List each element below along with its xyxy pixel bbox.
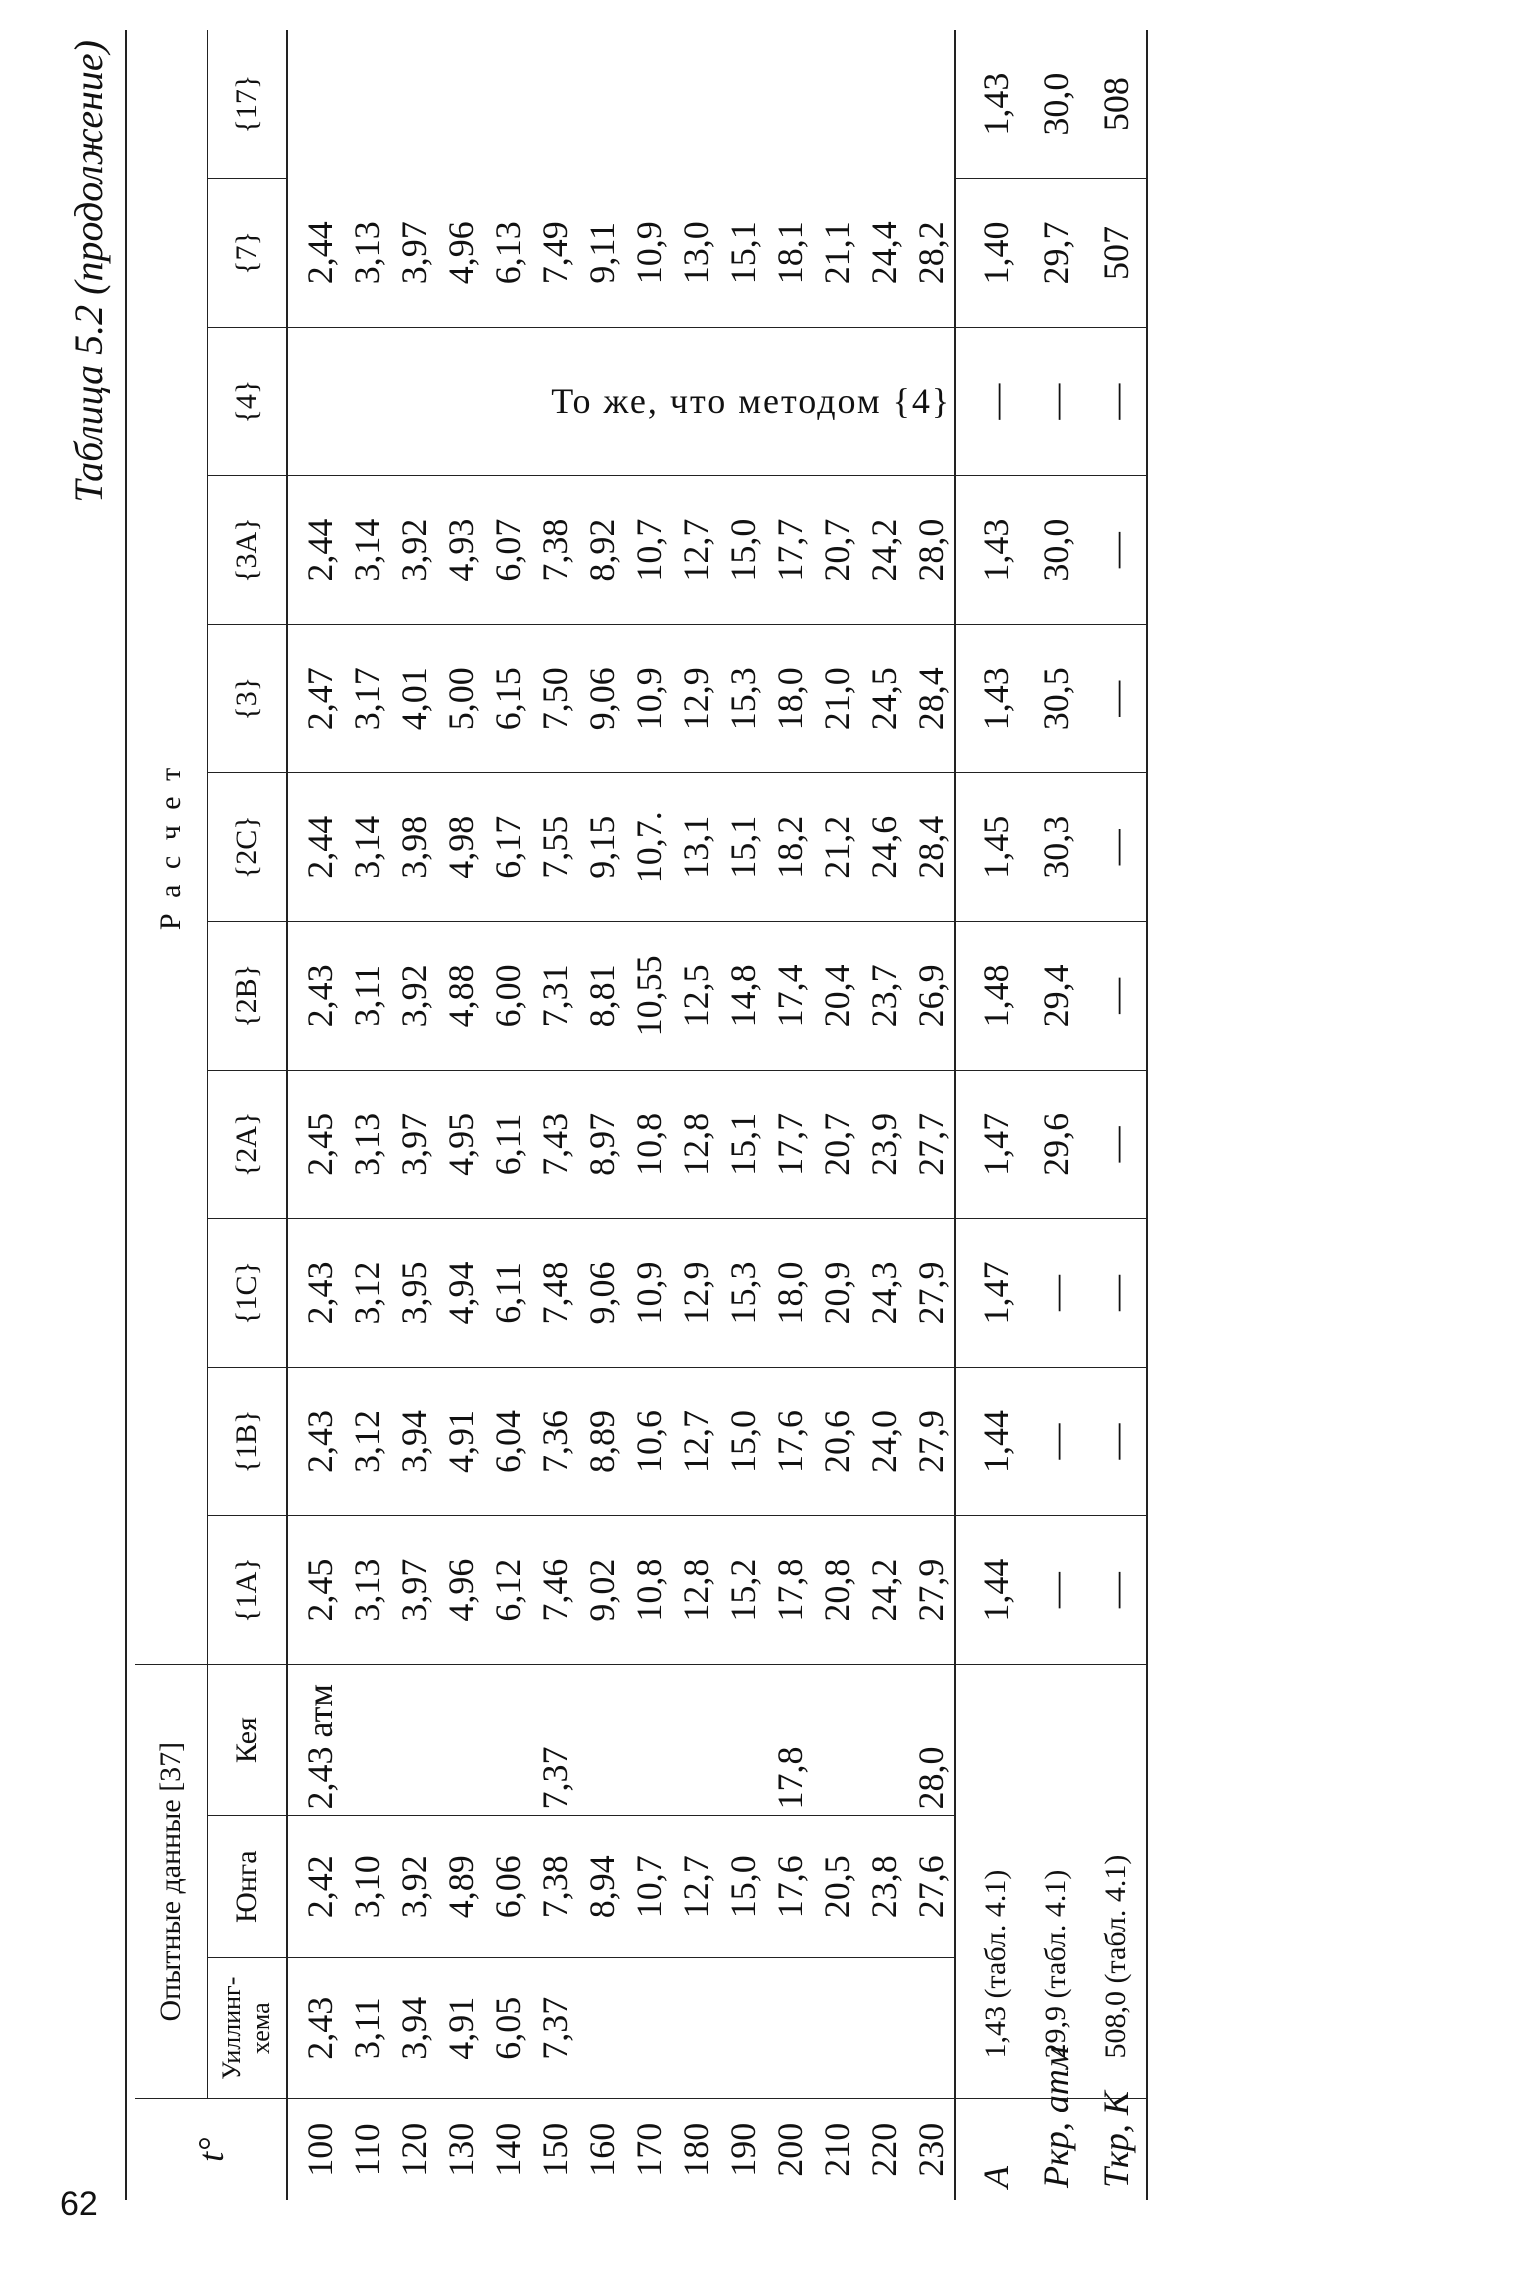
table-cell: 3,97	[390, 1516, 437, 1665]
table-cell: 15,1	[719, 1070, 766, 1219]
header-calc-col: {1C}	[207, 1219, 287, 1368]
header-calc-col: {2C}	[207, 773, 287, 922]
footer-cell: 1,45	[955, 773, 1026, 922]
table-cell: 8,94	[578, 1816, 625, 1957]
table-cell	[813, 1957, 860, 2098]
table-cell: 4,95	[437, 1070, 484, 1219]
table-cell	[625, 1957, 672, 2098]
footer-cell: 1,40	[955, 179, 1026, 328]
table-cell: 21,1	[813, 179, 860, 328]
table-cell: 9,06	[578, 624, 625, 773]
cell-temperature: 130	[440, 2122, 481, 2177]
table-cell: 6,11	[484, 1219, 531, 1368]
table-cell: 28,4	[907, 624, 955, 773]
table-cell	[343, 1664, 390, 1816]
table-cell: 2,43	[287, 1957, 343, 2098]
page-number: 62	[60, 2185, 98, 2223]
table-cell: 3,13	[343, 1070, 390, 1219]
table-cell	[719, 1664, 766, 1816]
table-cell: 24,3	[860, 1219, 907, 1368]
footer-cell: —	[1086, 773, 1147, 922]
table-cell: 10,7	[625, 476, 672, 625]
table-cell: 3,97	[390, 1070, 437, 1219]
table-cell: 12,9	[672, 1219, 719, 1368]
table-cell: 24,2	[860, 1516, 907, 1665]
table-body	[287, 30, 955, 2200]
table-cell	[907, 1957, 955, 2098]
table-cell: 6,04	[484, 1367, 531, 1516]
header-exp-col: Юнга	[207, 1816, 287, 1957]
table-cell: 7,50	[531, 624, 578, 773]
table-cell	[860, 1664, 907, 1816]
footer-cell: 30,5	[1026, 624, 1086, 773]
table-cell: 15,0	[719, 476, 766, 625]
footer-cell: —	[1086, 1070, 1147, 1219]
table-cell	[672, 1957, 719, 2098]
table-header	[135, 30, 287, 2200]
table-cell: 7,38	[531, 1816, 578, 1957]
table-cell: 4,89	[437, 1816, 484, 1957]
table-cell	[390, 1664, 437, 1816]
table-cell: 9,11	[578, 179, 625, 328]
table-cell: 3,92	[390, 476, 437, 625]
footer-row	[1086, 30, 1147, 2200]
table-cell: 4,91	[437, 1957, 484, 2098]
table-cell: 3,11	[343, 922, 390, 1071]
table-cell: 9,02	[578, 1516, 625, 1665]
header-calc-col: {1B}	[207, 1367, 287, 1516]
table-cell: 6,07	[484, 476, 531, 625]
table-cell: 28,4	[907, 773, 955, 922]
table-cell: 20,4	[813, 922, 860, 1071]
table-cell: 24,2	[860, 476, 907, 625]
table-cell: 2,47	[287, 624, 343, 773]
footer-label: A	[955, 2099, 1026, 2200]
footer-cell: 29,6	[1026, 1070, 1086, 1219]
footer-cell: 1,43	[955, 30, 1026, 179]
footer-cell: 1,43	[955, 476, 1026, 625]
table-cell: 4,96	[437, 179, 484, 328]
footer-cell: —	[1086, 327, 1147, 476]
table-cell: 17,7	[766, 1070, 813, 1219]
footer-cell: 30,0	[1026, 476, 1086, 625]
table-cell: 2,43	[287, 1367, 343, 1516]
footer-cell: 1,43	[955, 624, 1026, 773]
cell-temperature: 160	[581, 2122, 622, 2177]
table-cell: 7,31	[531, 922, 578, 1071]
table-cell: 20,7	[813, 1070, 860, 1219]
table-cell: 10,9	[625, 1219, 672, 1368]
footer-cell: —	[1086, 1219, 1147, 1368]
footer-cell: 1,48	[955, 922, 1026, 1071]
table-cell: 4,88	[437, 922, 484, 1071]
header-calc-col: {3}	[207, 624, 287, 773]
table-cell: 28,2	[907, 179, 955, 328]
header-calc-group: Р а с ч е т	[135, 30, 207, 1664]
table-cell: 15,1	[719, 773, 766, 922]
table-cell: 17,8	[766, 1516, 813, 1665]
table-cell	[672, 1664, 719, 1816]
cell-temperature: 170	[628, 2122, 669, 2177]
table-cell: 10,7.	[625, 773, 672, 922]
table-cell: 17,6	[766, 1367, 813, 1516]
table-cell: 12,8	[672, 1070, 719, 1219]
table-cell: 3,94	[390, 1957, 437, 2098]
header-calc-col: {2A}	[207, 1070, 287, 1219]
table-cell: 12,7	[672, 1816, 719, 1957]
header-t: t°	[135, 2099, 287, 2200]
footer-cell: —	[1026, 1219, 1086, 1368]
table-cell: 21,2	[813, 773, 860, 922]
cell-temperature: 210	[816, 2122, 857, 2177]
table-cell: 15,0	[719, 1367, 766, 1516]
header-exp-col: Уиллинг-хема	[207, 1957, 287, 2098]
header-exp-group: Опытные данные [37]	[135, 1664, 207, 2099]
table-cell: 10,55	[625, 922, 672, 1071]
table-cell: 3,92	[390, 1816, 437, 1957]
cell-temperature: 220	[863, 2122, 904, 2177]
table-cell: 10,9	[625, 624, 672, 773]
footer-cell: —	[1026, 1516, 1086, 1665]
rotated-table-block	[65, 30, 1505, 2200]
footer-row	[955, 30, 1026, 2200]
table-cell: 21,0	[813, 624, 860, 773]
table-cell: 13,1	[672, 773, 719, 922]
table-cell: 6,00	[484, 922, 531, 1071]
table-cell: 24,5	[860, 624, 907, 773]
table-cell: 6,06	[484, 1816, 531, 1957]
table-cell: 3,92	[390, 922, 437, 1071]
footer-label: Tкр, K	[1086, 2099, 1147, 2200]
footer-cell: 30,0	[1026, 30, 1086, 179]
footer-cell: —	[1026, 327, 1086, 476]
table-cell: 4,98	[437, 773, 484, 922]
table-cell: 4,96	[437, 1516, 484, 1665]
top-rule	[125, 30, 127, 2200]
note-text: То же, что методом {4}	[551, 381, 952, 422]
table-cell: 2,45	[287, 1070, 343, 1219]
table-cell: 7,46	[531, 1516, 578, 1665]
table-cell: 10,9	[625, 179, 672, 328]
table-cell: 27,7	[907, 1070, 955, 1219]
cell-temperature: 200	[769, 2122, 810, 2177]
table-cell: 6,13	[484, 179, 531, 328]
cell-temperature: 180	[675, 2122, 716, 2177]
table-cell: 24,0	[860, 1367, 907, 1516]
cell-temperature: 100	[299, 2122, 340, 2177]
table-cell: 27,9	[907, 1367, 955, 1516]
table-cell: 15,3	[719, 624, 766, 773]
table-cell: 15,2	[719, 1516, 766, 1665]
table-cell: 2,44	[287, 179, 343, 328]
table-cell: 6,05	[484, 1957, 531, 2098]
table-cell: 10,7	[625, 1816, 672, 1957]
footer-cell: —	[1086, 1516, 1147, 1665]
table-cell: 7,43	[531, 1070, 578, 1219]
table-cell: 7,36	[531, 1367, 578, 1516]
table-cell	[578, 1957, 625, 2098]
table-cell: 2,42	[287, 1816, 343, 1957]
table-cell: 8,97	[578, 1070, 625, 1219]
table-cell: 12,9	[672, 624, 719, 773]
footer-label: Pкр, атм	[1036, 2046, 1076, 2188]
table-row	[287, 30, 343, 2200]
table-cell: 2,44	[287, 773, 343, 922]
table-cell: 13,0	[672, 179, 719, 328]
table-cell: 18,1	[766, 179, 813, 328]
footer-cell: —	[1026, 1367, 1086, 1516]
table-cell	[766, 1957, 813, 2098]
table-cell: 20,6	[813, 1367, 860, 1516]
header-calc-col: {1A}	[207, 1516, 287, 1665]
footer-cell: —	[1086, 476, 1147, 625]
footer-cell: 508	[1086, 30, 1147, 179]
table-cell: 23,9	[860, 1070, 907, 1219]
table-footer	[955, 30, 1147, 2200]
cell-temperature: 150	[534, 2122, 575, 2177]
table-cell: 6,11	[484, 1070, 531, 1219]
table-cell: 4,94	[437, 1219, 484, 1368]
table-cell: 15,0	[719, 1816, 766, 1957]
cell-temperature: 110	[346, 2123, 387, 2177]
footer-row	[1026, 30, 1086, 2200]
table-cell: 10,6	[625, 1367, 672, 1516]
table-cell: 8,89	[578, 1367, 625, 1516]
table-cell: 27,9	[907, 1219, 955, 1368]
table-cell: 20,9	[813, 1219, 860, 1368]
table-cell: 17,6	[766, 1816, 813, 1957]
table-cell: 6,15	[484, 624, 531, 773]
table-cell: 3,17	[343, 624, 390, 773]
table-cell: 7,49	[531, 179, 578, 328]
table-cell: 2,43	[287, 1219, 343, 1368]
table-cell: 3,14	[343, 476, 390, 625]
table-cell: 5,00	[437, 624, 484, 773]
header-calc-col: {17}	[207, 30, 287, 179]
table-cell: 7,48	[531, 1219, 578, 1368]
cell-temperature: 120	[393, 2122, 434, 2177]
table-cell: 7,38	[531, 476, 578, 625]
table-cell: 24,6	[860, 773, 907, 922]
footer-cell: 507	[1086, 179, 1147, 328]
table-cell: 14,8	[719, 922, 766, 1071]
table-cell: 2,43 атм	[287, 1664, 343, 1816]
header-exp-col: Кея	[207, 1664, 287, 1816]
footer-cell: —	[1086, 1367, 1147, 1516]
footer-cell: 29,7	[1026, 179, 1086, 328]
table-caption: Таблица 5.2 (продолжение)	[66, 40, 111, 503]
table-cell: 18,2	[766, 773, 813, 922]
table-cell: 8,92	[578, 476, 625, 625]
table-cell: 7,37	[531, 1664, 578, 1816]
table-cell: 2,45	[287, 1516, 343, 1665]
footer-cell: 1,44	[955, 1367, 1026, 1516]
table-cell	[625, 1664, 672, 1816]
table-cell: 3,95	[390, 1219, 437, 1368]
table-cell: 10,8	[625, 1070, 672, 1219]
footer-cell: —	[955, 327, 1026, 476]
table-cell: 18,0	[766, 624, 813, 773]
table-cell: 12,5	[672, 922, 719, 1071]
table-cell: 7,55	[531, 773, 578, 922]
table-cell: 17,4	[766, 922, 813, 1071]
table-cell: 6,17	[484, 773, 531, 922]
table-cell: 17,7	[766, 476, 813, 625]
table-cell: 3,13	[343, 179, 390, 328]
table-cell: 20,7	[813, 476, 860, 625]
table-cell	[813, 1664, 860, 1816]
table-cell: 10,8	[625, 1516, 672, 1665]
table-cell: 4,91	[437, 1367, 484, 1516]
footer-exp: 1,43 (табл. 4.1)	[955, 1664, 1026, 2099]
cell-temperature: 230	[910, 2122, 951, 2177]
table-cell: 12,7	[672, 1367, 719, 1516]
table-cell: 18,0	[766, 1219, 813, 1368]
table-cell: 15,3	[719, 1219, 766, 1368]
table-cell: 6,12	[484, 1516, 531, 1665]
table-cell: 27,9	[907, 1516, 955, 1665]
header-calc-col: {4}	[207, 327, 287, 476]
table-cell	[860, 1957, 907, 2098]
footer-exp: 508,0 (табл. 4.1)	[1086, 1664, 1147, 2099]
note-cell	[287, 327, 955, 476]
table-cell: 26,9	[907, 922, 955, 1071]
table-cell: 7,37	[531, 1957, 578, 2098]
footer-exp: 29,9 (табл. 4.1)	[1026, 1664, 1086, 2099]
footer-cell: —	[1086, 922, 1147, 1071]
table-cell: 4,01	[390, 624, 437, 773]
table-cell: 12,7	[672, 476, 719, 625]
table-cell: 28,0	[907, 1664, 955, 1816]
footer-cell: 1,47	[955, 1219, 1026, 1368]
table-cell: 28,0	[907, 476, 955, 625]
table-cell: 9,15	[578, 773, 625, 922]
footer-cell: —	[1086, 624, 1147, 773]
table-cell: 3,98	[390, 773, 437, 922]
cell-temperature: 190	[722, 2122, 763, 2177]
table-cell: 3,11	[343, 1957, 390, 2098]
table-cell: 15,1	[719, 179, 766, 328]
cell-temperature: 140	[487, 2122, 528, 2177]
table-cell: 2,44	[287, 476, 343, 625]
table-cell: 3,97	[390, 179, 437, 328]
table-cell	[719, 1957, 766, 2098]
table-cell: 24,4	[860, 179, 907, 328]
table-cell: 2,43	[287, 922, 343, 1071]
table-cell: 3,12	[343, 1219, 390, 1368]
table-cell: 23,7	[860, 922, 907, 1071]
header-calc-col: {2B}	[207, 922, 287, 1071]
table-cell: 8,81	[578, 922, 625, 1071]
table-cell: 20,5	[813, 1816, 860, 1957]
data-table	[135, 30, 1148, 2200]
table-cell: 12,8	[672, 1516, 719, 1665]
footer-cell: 30,3	[1026, 773, 1086, 922]
table-cell: 27,6	[907, 1816, 955, 1957]
header-calc-col: {3A}	[207, 476, 287, 625]
header-calc-col: {7}	[207, 179, 287, 328]
table-cell	[437, 1664, 484, 1816]
table-cell: 23,8	[860, 1816, 907, 1957]
footer-cell: 29,4	[1026, 922, 1086, 1071]
table-cell: 3,13	[343, 1516, 390, 1665]
footer-cell: 1,47	[955, 1070, 1026, 1219]
table-cell: 4,93	[437, 476, 484, 625]
table-cell: 3,10	[343, 1816, 390, 1957]
table-cell	[484, 1664, 531, 1816]
table-cell: 3,12	[343, 1367, 390, 1516]
table-cell: 3,94	[390, 1367, 437, 1516]
footer-cell: 1,44	[955, 1516, 1026, 1665]
table-cell: 20,8	[813, 1516, 860, 1665]
table-cell: 9,06	[578, 1219, 625, 1368]
table-cell	[578, 1664, 625, 1816]
table-cell: 17,8	[766, 1664, 813, 1816]
table-cell: 3,14	[343, 773, 390, 922]
